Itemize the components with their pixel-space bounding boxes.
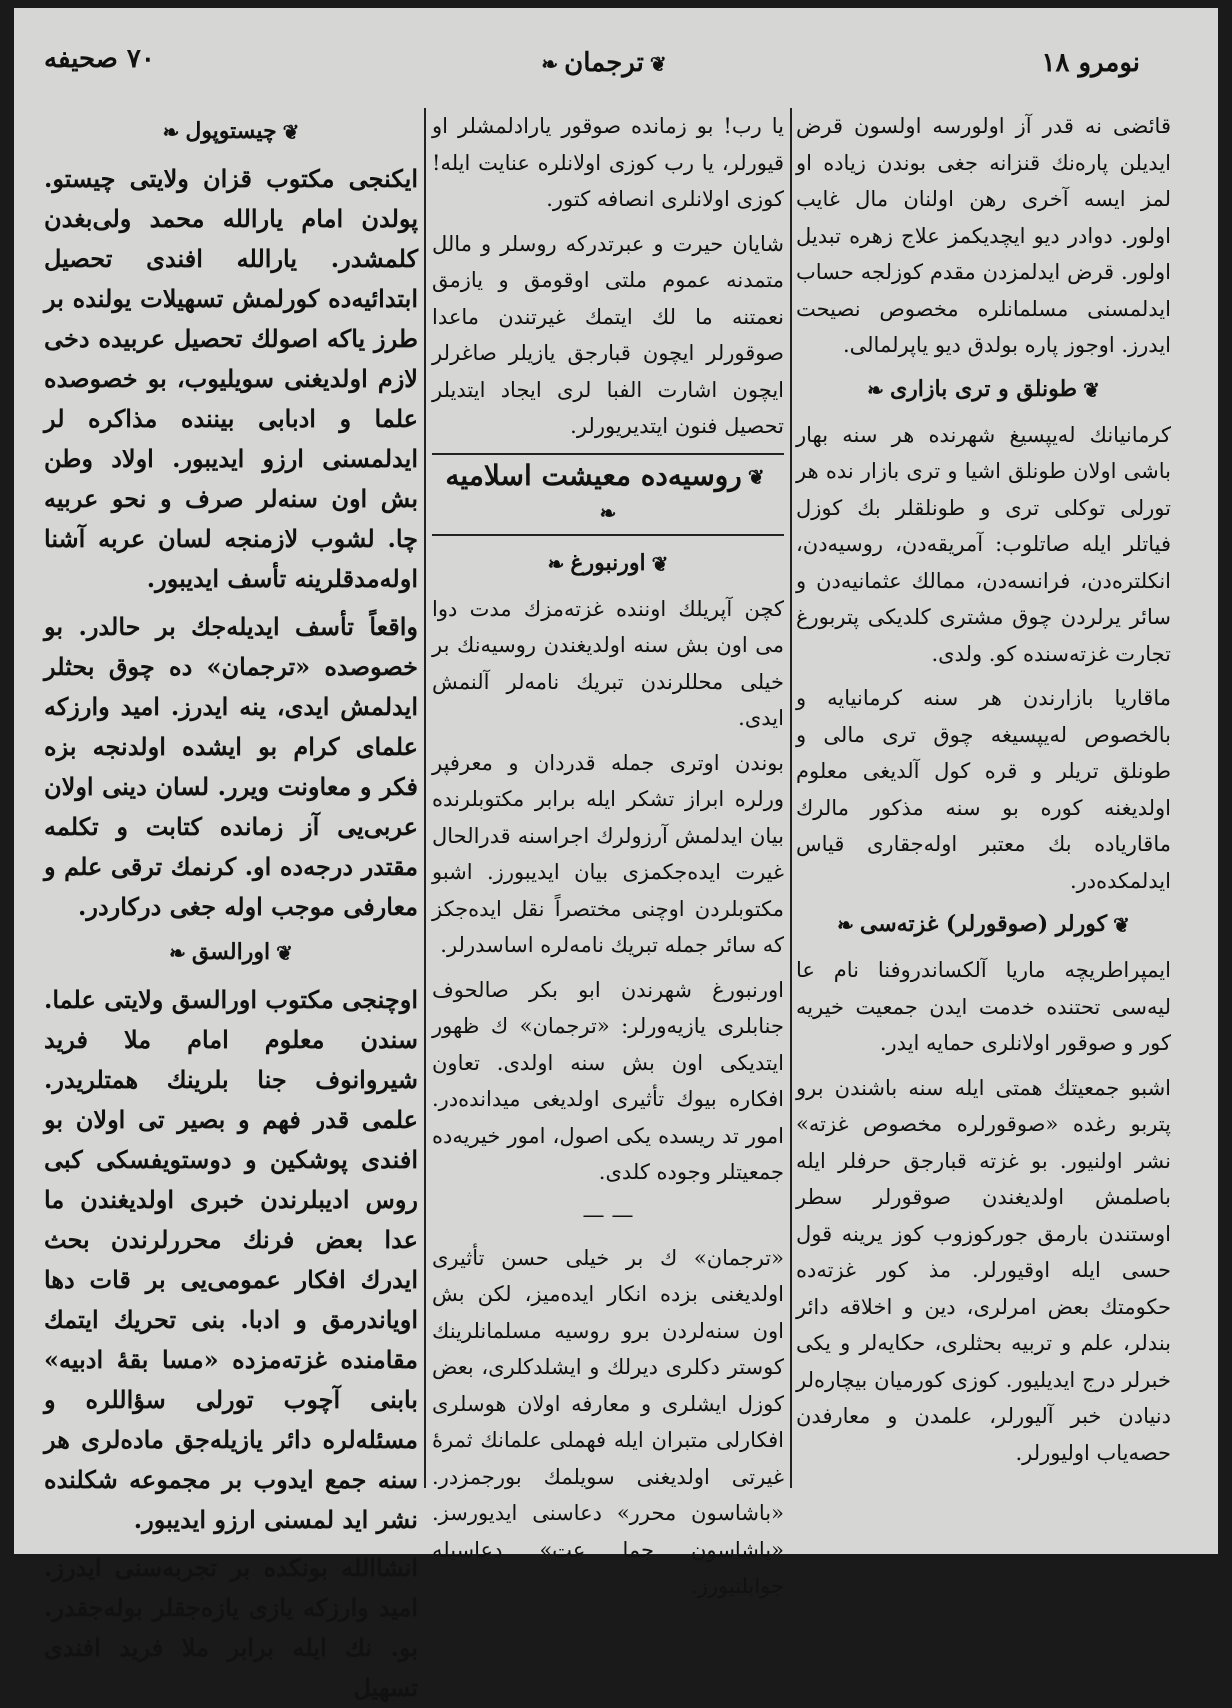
page-number: ٧٠ صحیفه xyxy=(44,44,155,74)
section-heading xyxy=(796,372,1171,407)
article-paragraph: ایکنجی مکتوب قزان ولایتی چیستو. پولدن امام یارالله محمد ولی‌بغدن کلمشدر. یارالله افندی تحصیل ابتدائیه‌ده کورلمش تسهیلات یولنده بر طرز یاکه اصولك تحصیل عربیده دخی لازم اولدیغنی سویلیوب، بو خصوصده علما و ادبابی بیننده مذاکره لر ایدلمسنی ارزو ایدیبور. اولاد وطن بش اون سنەلر صرف و نحو عربیه چا. لشوب لازمنجه لسان عربه آشنا اوله‌مدقلرینه تأسف ایدیبور. xyxy=(44,164,418,593)
paper-title xyxy=(524,48,684,78)
section-heading-text: اورالسق xyxy=(191,939,271,965)
ornament-icon: ❧ xyxy=(837,913,854,937)
ornament-icon: ❧ xyxy=(169,941,186,965)
ornament-icon: ❦ xyxy=(649,52,667,76)
section-heading-text: کورلر (صوقورلر) غزته‌سی xyxy=(859,911,1108,937)
article-paragraph: انشاالله بونکده بر تجربه‌سنی ایدرز. امید وارزکه یازی یازه‌جقلر بوله‌جقدر. بو. نك ایله برابر ملا فرید افندی تسهیل xyxy=(44,1553,418,1702)
ornament-icon: ❦ xyxy=(1113,913,1130,937)
section-heading xyxy=(432,453,784,536)
article-paragraph: کچن آپریلك اوننده غزته‌مزك مدت دوا می اون بش سنه اولدیغندن روسیه‌نك بر خیلی محللرندن تبریك نامه‌لر آلنمش ایدی. xyxy=(432,596,784,730)
section-heading-text: طونلق و تری بازاری xyxy=(889,375,1078,402)
section-divider: — — xyxy=(582,1202,634,1228)
newspaper-page xyxy=(14,8,1218,1702)
article-paragraph: اوچنجی مکتوب اورالسق ولایتی علما. سندن معلوم امام ملا فرید شیروانوف جنا بلرینك همتلریدر. علمی قدر فهم و بصیر تی اولان بو افندی پوشکین و دوستویفسکی کبی روس ادیبلرندن خبری اولدیغندن ما عدا بعض فرنك محررلرندن بحث ایدرك افکار عمومی‌یی بر قات دها اویاندرمق و ادبا. بنی تحریك ایتمك مقامنده غزته‌مزده «مسا بقهٔ ادبیه» بابنی آچوب تورلی سؤاللره و مسئله‌لره دائر یازیله‌جق ماده‌لری هر سنه جمع ایدوب بر مجموعه شکلنده نشر اید لمسنی ارزو ایدیبور. xyxy=(44,985,418,1534)
article-paragraph: یا رب! بو زمانده صوقور یارادلمشلر او قیورلر، یا رب کوزی اولانلره عنایت ایله! کوزی اولانلری انصافه کتور. xyxy=(432,114,784,211)
article-paragraph: واقعاً تأسف ایدیله‌جك بر حالدر. بو خصوصده «ترجمان» ده چوق بحثلر ایدلمش ایدی، ینه ایدرز. امید وارزکه علمای کرام بو ایشده اولدنجه بزه فکر و معاونت ویرر. لسان دینی اولان عربی‌یی آز زمانده کتابت و تکلمه مقتدر درجه‌ده او. کرنمك ترقی علم و معارفی موجب اوله جغی درکاردر. xyxy=(44,612,418,921)
ornament-icon: ❧ xyxy=(867,377,884,402)
ornament-icon: ❧ xyxy=(599,500,617,525)
issue-number: نومرو ١٨ xyxy=(1041,48,1140,78)
masthead xyxy=(14,38,1218,90)
subsection-heading xyxy=(432,546,784,581)
column-right xyxy=(796,108,1171,1488)
ornament-icon: ❦ xyxy=(747,465,765,489)
column-middle xyxy=(432,108,784,1598)
article-paragraph: اشبو جمعیتك همتی ایله سنه باشندن برو پتربو رغده «صوقورلره مخصوص غزته» نشر اولنیور. بو غزته قبارجق حرفلر ایله باصلمش اولدیغندن صوقورلر سطر اوستندن بارمق جورکوزوب کوز یرینه قول حسی ایله اوقیورلر. مذ کور غزته‌ده حکومتك بعض امرلری، دین و اخلاقه دائر بندلر، علم و تربیه بحثلری، حکایه‌لر و یکی خبرلر درج ایدیلیور. کوزی کورمیان بیچاره‌لر دنیادن خبر آلیورلر، علمدن و معارفدن حصەیاب اولیورلر. xyxy=(796,1075,1171,1465)
article-paragraph: «ترجمان» ك بر خیلی حسن تأثیری اولدیغنی بزده انکار ایده‌میز، لکن بش اون سنەلردن برو روسیه مسلمانلرینك کوستر دکلری دیرلك و ایشلدکلری، بعض کوزل ایشلری و معارفه اولان هوسلری افکارلی متبران ایله فهملی علمانك ثمرهٔ غیرتی اولدیغنی سویلمك بورجمزدر. «باشاسون محرر» دعاسنی ایدیورسز. «یاشاسون جما عت» دعاسیله جوابلنیورز. xyxy=(432,1245,784,1598)
section-heading-text: روسیه‌ده معیشت اسلامیه xyxy=(445,458,742,492)
article-paragraph: اورنبورغ شهرندن ابو بکر صالحوف جنابلری یازیەورلر: «ترجمان» ك ظهور ایتدیکی اون بش سنه اولدی. تعاون افکاره بیوك تأثیری اولدیغی میدانده‌در. امور تد ریسده یکی اصول، امور خیریه‌ده جمعیتلر وجوده کلدی. xyxy=(432,977,784,1184)
subsection-heading-text: اورنبورغ xyxy=(570,549,646,576)
section-heading xyxy=(796,907,1171,942)
paper-title-text: ترجمان xyxy=(564,48,644,78)
article-paragraph: بوندن اوتری جمله قدردان و معرفپر ورلره ابراز تشکر ایله برابر مکتوبلرنده بیان ایدلمش آرزولرك اجراسنه قدرالحال غیرت ایده‌جکمزی بیان ایدیبورز. اشبو مکتوبلردن اوچنی مختصراً نقل ایده‌جکز که سائر جمله تبریك نامه‌لره اساسدرلر. xyxy=(432,750,784,957)
article-paragraph: ماقاریا بازارندن هر سنه کرمانیایه و بالخصوص لەیپسیغه چوق تری مالی و طونلق تریلر و قره کول آلدیغی معلوم اولدیغنه کوره بو سنه مذکور مالرك ماقاریاده بك معتبر اولەجقاری قیاس ایدلمکده‌در. xyxy=(796,686,1171,893)
column-left xyxy=(44,108,418,1702)
column-rule xyxy=(424,108,426,1488)
article-paragraph: ایمپراطریچه ماریا آلکساندروفنا نام عا لیەسی تحتنده خدمت ایدن جمعیت خیریه کور و صوقور اولانلری حمایه ایدر. xyxy=(796,958,1171,1055)
column-rule xyxy=(790,108,792,1488)
ornament-icon: ❧ xyxy=(547,551,565,576)
ornament-icon: ❦ xyxy=(282,120,300,144)
ornament-icon: ❧ xyxy=(541,52,559,76)
section-heading-text: چیستوپول xyxy=(185,118,277,144)
ornament-icon: ❦ xyxy=(276,941,293,965)
section-heading xyxy=(44,114,418,149)
article-paragraph: کرمانیانك لەیپسیغ شهرنده هر سنه بهار باشی اولان طونلق اشیا و تری بازار نده هر تورلی توکلی تری و طونلقلر بك کوزل فیاتلر ایله صاتلوب: آمریقەدن، روسیەدن، انکلترەدن، فرانسەدن، ممالك عثمانیه‌دن و سائر یرلردن چوق مشتری کلدیکی پتربورغ تجارت غزته‌سنده کو. ولدی. xyxy=(796,422,1171,666)
article-paragraph: شایان حیرت و عبرتدرکه روسلر و مالل متمدنه عموم ملتی اوقومق و یازمق نعمتنه ما لك ایتمك غیرتندن ماعدا صوقورلر ایچون قبارجق یازیلر صاغرلر ایچون اشارت الفبا لری ایجاد ایتدیلر تحصیل فنون ایتدیریورلر. xyxy=(432,231,784,438)
ornament-icon: ❧ xyxy=(162,120,180,144)
section-heading xyxy=(44,935,418,970)
article-paragraph: قائضی نه قدر آز اولورسه اولسون قرض ایدیلن پاره‌نك قنزانه جغی بوندن زیاده او لمز ایسه آخری رهن اولنان مال غایب اولور. دوادر دیو ایچدیکمز علاج زهره تبدیل اولور. قرض ایدلمزدن مقدم کوزلجه حساب ایدلمسنی مسلمانلره مخصوص نصیحت ایدرز. اوجوز پاره بولدق دیو یاپرلمالی. xyxy=(796,114,1171,357)
ornament-icon: ❦ xyxy=(1083,377,1100,402)
ornament-icon: ❦ xyxy=(651,551,669,576)
